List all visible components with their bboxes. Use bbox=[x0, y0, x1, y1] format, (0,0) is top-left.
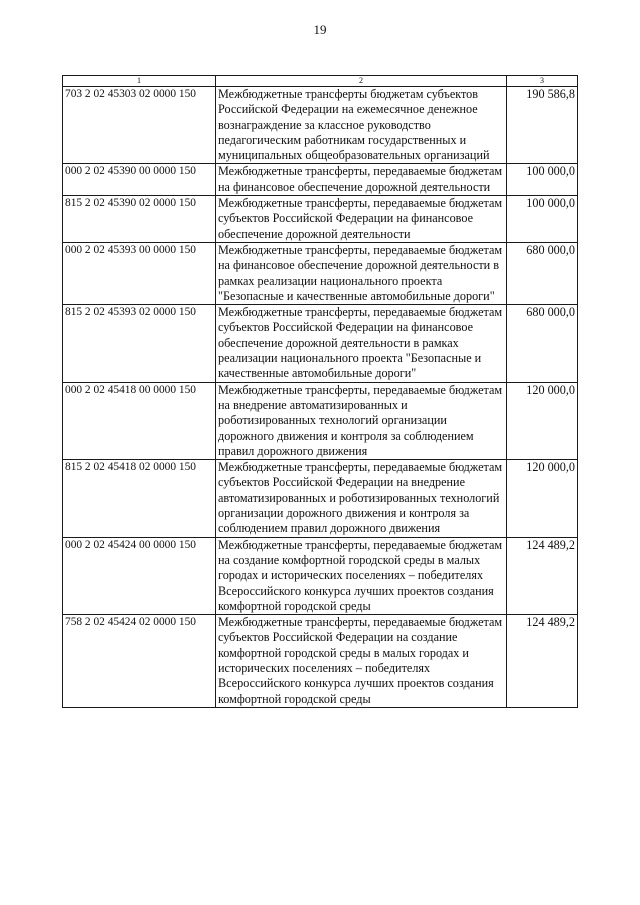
row-amount: 100 000,0 bbox=[507, 196, 578, 243]
row-amount: 680 000,0 bbox=[507, 305, 578, 382]
table-row bbox=[63, 382, 578, 459]
row-amount: 120 000,0 bbox=[507, 382, 578, 459]
row-code: 703 2 02 45303 02 0000 150 bbox=[63, 87, 216, 164]
table-row bbox=[63, 196, 578, 243]
table-row bbox=[63, 164, 578, 196]
row-name: Межбюджетные трансферты, передаваемые бюджетам на создание комфортной городской среды в малых городах и исторических поселениях – победителях Всероссийского конкурса лучших проектов создания комфортной городской среды bbox=[216, 537, 507, 614]
row-amount: 124 489,2 bbox=[507, 615, 578, 708]
row-amount: 100 000,0 bbox=[507, 164, 578, 196]
table-row bbox=[63, 87, 578, 164]
column-header-name: 2 bbox=[216, 76, 507, 87]
table-row bbox=[63, 242, 578, 304]
row-name: Межбюджетные трансферты, передаваемые бюджетам на внедрение автоматизированных и роботизированных технологий организации дорожного движения и контроля за соблюдением правил дорожного движения bbox=[216, 382, 507, 459]
row-code: 000 2 02 45393 00 0000 150 bbox=[63, 242, 216, 304]
row-code: 000 2 02 45424 00 0000 150 bbox=[63, 537, 216, 614]
row-name: Межбюджетные трансферты, передаваемые бюджетам субъектов Российской Федерации на внедрение автоматизированных и роботизированных технологий организации дорожного движения и контроля за соблюдением правил дорожного движения bbox=[216, 460, 507, 537]
row-name: Межбюджетные трансферты, передаваемые бюджетам субъектов Российской Федерации на финансовое обеспечение дорожной деятельности bbox=[216, 196, 507, 243]
table-row bbox=[63, 615, 578, 708]
row-amount: 120 000,0 bbox=[507, 460, 578, 537]
row-amount: 680 000,0 bbox=[507, 242, 578, 304]
row-code: 815 2 02 45390 02 0000 150 bbox=[63, 196, 216, 243]
row-code: 815 2 02 45393 02 0000 150 bbox=[63, 305, 216, 382]
page-number: 19 bbox=[313, 22, 327, 37]
table-row bbox=[63, 537, 578, 614]
row-name: Межбюджетные трансферты, передаваемые бюджетам на финансовое обеспечение дорожной деятельности bbox=[216, 164, 507, 196]
table-row bbox=[63, 460, 578, 537]
row-name: Межбюджетные трансферты, передаваемые бюджетам на финансовое обеспечение дорожной деятельности в рамках реализации национального проекта "Безопасные и качественные автомобильные дороги" bbox=[216, 242, 507, 304]
row-amount: 190 586,8 bbox=[507, 87, 578, 164]
row-code: 000 2 02 45418 00 0000 150 bbox=[63, 382, 216, 459]
row-name: Межбюджетные трансферты, передаваемые бюджетам субъектов Российской Федерации на создание комфортной городской среды в малых городах и исторических поселениях – победителях Всероссийского конкурса лучших проектов создания комфортной городской среды bbox=[216, 615, 507, 708]
column-header-code: 1 bbox=[63, 76, 216, 87]
row-name: Межбюджетные трансферты бюджетам субъектов Российской Федерации на ежемесячное денежное вознаграждение за классное руководство педагогическим работникам государственных и муниципальных общеобразовательных организаций bbox=[216, 87, 507, 164]
column-header-amount: 3 bbox=[507, 76, 578, 87]
row-code: 758 2 02 45424 02 0000 150 bbox=[63, 615, 216, 708]
row-amount: 124 489,2 bbox=[507, 537, 578, 614]
row-code: 000 2 02 45390 00 0000 150 bbox=[63, 164, 216, 196]
budget-table bbox=[62, 75, 578, 708]
row-code: 815 2 02 45418 02 0000 150 bbox=[63, 460, 216, 537]
row-name: Межбюджетные трансферты, передаваемые бюджетам субъектов Российской Федерации на финансовое обеспечение дорожной деятельности в рамках реализации национального проекта "Безопасные и качественные автомобильные дороги" bbox=[216, 305, 507, 382]
table-header-row bbox=[63, 76, 578, 87]
table-row bbox=[63, 305, 578, 382]
